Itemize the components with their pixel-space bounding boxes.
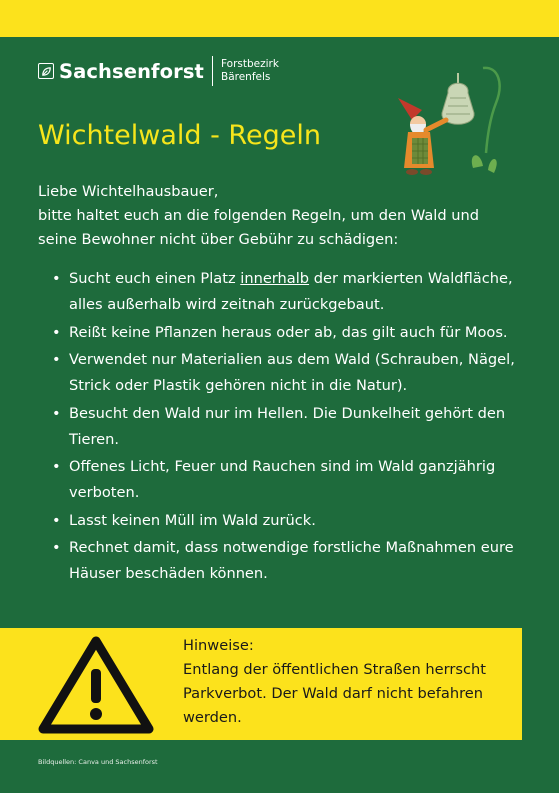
notice-heading: Hinweise: <box>183 637 254 654</box>
notice-line-1: Entlang der öffentlichen Straßen herrscht <box>183 661 486 678</box>
district-label <box>221 58 279 84</box>
rule-item: • Offenes Licht, Feuer und Rauchen sind im Wald ganzjährig verboten. <box>52 454 542 506</box>
warning-triangle-icon <box>37 635 155 735</box>
intro-text <box>38 180 538 252</box>
page-title: Wichtelwald - Regeln <box>38 120 321 151</box>
greeting: Liebe Wichtelhausbauer, <box>38 183 219 200</box>
notice-line-3: werden. <box>183 709 242 726</box>
rule-item: • Besucht den Wald nur im Hellen. Die Dunkelheit gehört den Tieren. <box>52 401 542 453</box>
district-line-1: Forstbezirk <box>220 58 279 70</box>
brand-name: Sachsenforst <box>59 59 204 83</box>
rule-item: • Reißt keine Pflanzen heraus oder ab, das gilt auch für Moos. <box>52 320 542 346</box>
district-line-2: Bärenfels <box>220 71 271 83</box>
top-yellow-band <box>0 0 559 37</box>
rule-item: • Lasst keinen Müll im Wald zurück. <box>52 508 542 534</box>
notice-text <box>183 634 523 730</box>
notice-line-2: Parkverbot. Der Wald darf nicht befahren <box>183 685 483 702</box>
intro-line-1: bitte haltet euch an die folgenden Regeln, um den Wald und <box>38 207 480 224</box>
header-divider <box>212 56 213 86</box>
header <box>38 56 279 86</box>
image-credits: Bildquellen: Canva und Sachsenforst <box>38 758 158 766</box>
rules-list <box>52 266 542 589</box>
rule-item: • Rechnet damit, dass notwendige forstliche Maßnahmen eure Häuser beschäden können. <box>52 535 542 587</box>
intro-line-2: seine Bewohner nicht über Gebühr zu schädigen: <box>38 231 399 248</box>
gnome-with-lantern-illustration <box>388 58 508 188</box>
leaf-logo-icon <box>38 63 54 79</box>
rule-item: • Sucht euch einen Platz innerhalb der markierten Waldfläche, alles außerhalb wird zeitnah zurückgebaut. <box>52 266 542 318</box>
underlined-word: innerhalb <box>240 270 310 287</box>
rule-item: • Verwendet nur Materialien aus dem Wald (Schrauben, Nägel, Strick oder Plastik gehören nicht in die Natur). <box>52 347 542 399</box>
